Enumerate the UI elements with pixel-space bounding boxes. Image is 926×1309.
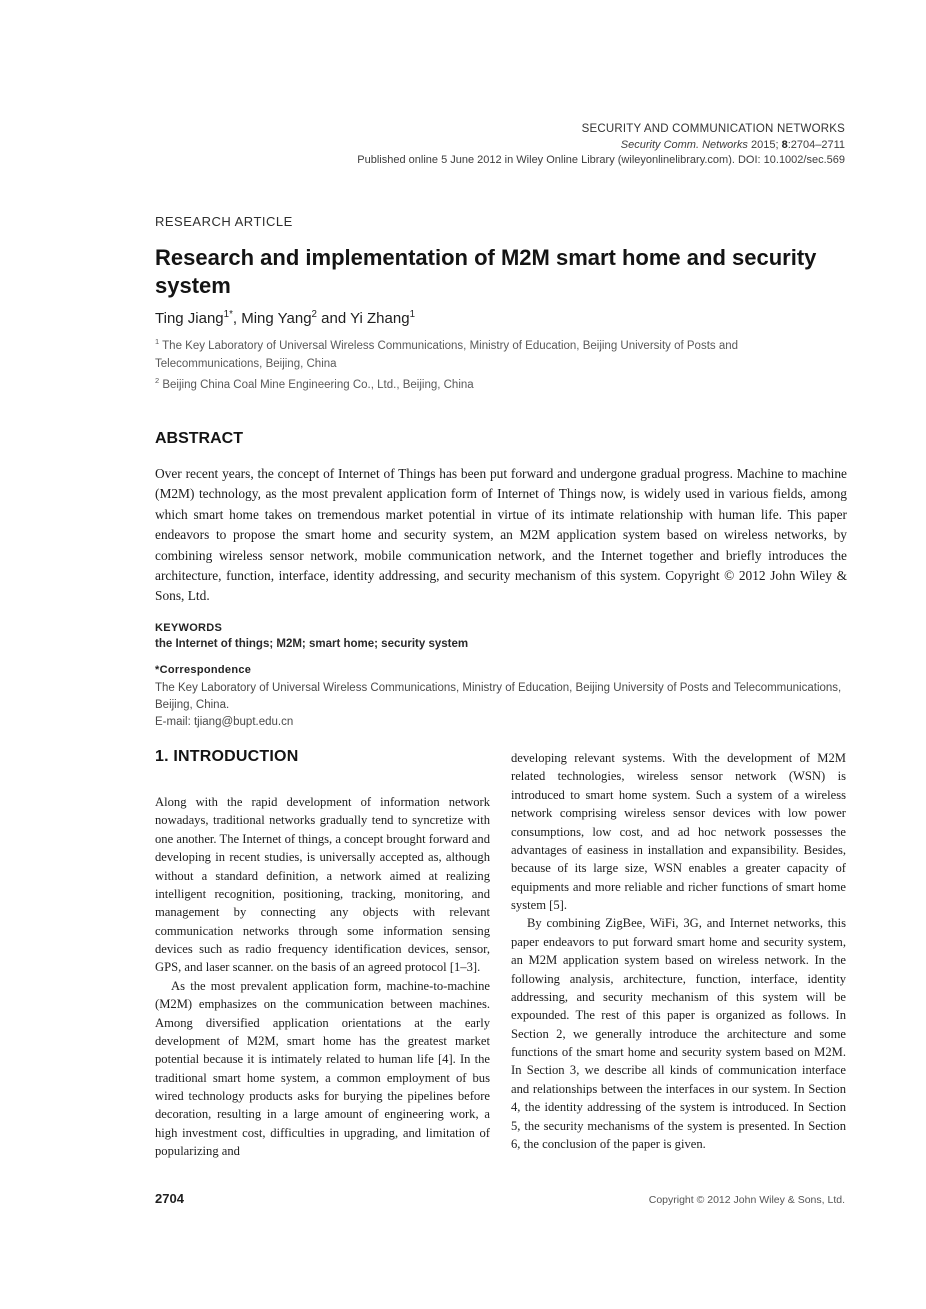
abstract-section xyxy=(155,430,847,728)
citation-line xyxy=(357,138,845,154)
page-footer xyxy=(155,1191,845,1206)
author-name: and Yi Zhang xyxy=(316,310,410,327)
paragraph: As the most prevalent application form, machine-to-machine (M2M) emphasizes on the communication between machines. Among diversified application orientations at the early development of M2M, smart home has the greatest market potential because it is intimately related to human life [4]. In the traditional smart home system, a common employment of bus wired technology products asks for burying the pipelines before decoration, resulting in a large amount of engineering work, a high investment cost, difficulties in upgrading, and limitation of popularizing and xyxy=(155,978,490,1159)
article-type-label: RESEARCH ARTICLE xyxy=(155,214,293,229)
author-superscript: 1* xyxy=(223,309,233,320)
introduction-heading: 1. INTRODUCTION xyxy=(155,748,299,765)
affiliation-line xyxy=(155,376,847,394)
affiliation-text: The Key Laboratory of Universal Wireless Communications, Ministry of Education, Beijing University of Posts and Telecommunications, Beijing, China xyxy=(155,340,739,371)
keywords-text: the Internet of things; M2M; smart home; security system xyxy=(155,637,469,650)
introduction-right-column xyxy=(511,748,846,1161)
affiliation-line xyxy=(155,337,847,374)
citation-pages: :2704–2711 xyxy=(787,138,845,151)
citation-journal: Security Comm. Networks xyxy=(620,138,748,151)
correspondence-text: The Key Laboratory of Universal Wireless Communications, Ministry of Education, Beijing University of Posts and Telecommunications, Beijing, China. xyxy=(155,681,842,711)
author-name: , Ming Yang xyxy=(232,310,312,327)
copyright-notice: Copyright © 2012 John Wiley & Sons, Ltd. xyxy=(648,1194,845,1206)
published-doi-line: Published online 5 June 2012 in Wiley Online Library (wileyonlinelibrary.com). DOI: 10.1002/sec.569 xyxy=(357,154,845,166)
affiliation-text: Beijing China Coal Mine Engineering Co., Ltd., Beijing, China xyxy=(159,378,474,391)
affiliations xyxy=(155,337,847,396)
journal-header xyxy=(357,122,845,169)
authors-line xyxy=(155,310,415,327)
introduction-left-column xyxy=(155,748,490,1161)
paragraph: Along with the rapid development of information network nowadays, traditional networks gradually tend to syncretize with one another. The Internet of things, a concept brought forward and developing in recent studies, is universally accepted as, although without a standard definition, a network aimed at realizing intelligent recognition, positioning, tracking, monitoring, and management by connecting any objects with relevant communication networks through some information sensing devices such as radio frequency identification devices, sensor, GPS, and laser scanner. on the basis of an agreed protocol [1–3]. xyxy=(155,795,490,975)
introduction-section xyxy=(155,748,847,1161)
page-number: 2704 xyxy=(155,1191,184,1206)
author-superscript: 2 xyxy=(311,309,317,320)
journal-name: SECURITY AND COMMUNICATION NETWORKS xyxy=(581,123,845,135)
correspondence-email: E-mail: tjiang@bupt.edu.cn xyxy=(155,716,294,729)
abstract-text: Over recent years, the concept of Internet of Things has been put forward and undergone gradual progress. Machine to machine (M2M) technology, as the most prevalent application form of Internet of Things now, is widely used in various fields, among which smart home takes on tremendous market potential in virtue of its intimate relationship with human life. This paper endeavors to propose the smart home and security system, an M2M application system based on wireless networks, by combining wireless sensor network, mobile communication network, and the Internet together and briefly introduces the architecture, function, interface, identity addressing, and security mechanism of this system. Copyright © 2012 John Wiley & Sons, Ltd. xyxy=(155,466,847,604)
citation-year: 2015; xyxy=(747,138,782,151)
affiliation-superscript: 2 xyxy=(155,375,160,385)
author-name: Ting Jiang xyxy=(155,310,224,327)
author-superscript: 1 xyxy=(409,309,415,320)
correspondence-heading: *Correspondence xyxy=(155,663,252,676)
affiliation-superscript: 1 xyxy=(155,337,160,347)
article-title: Research and implementation of M2M smart home and security system xyxy=(155,245,817,299)
keywords-heading: KEYWORDS xyxy=(155,621,223,634)
paragraph: By combining ZigBee, WiFi, 3G, and Internet networks, this paper endeavors to put forward smart home and security system, an M2M application system based on wireless network. In the following analysis, architecture, function, interface, identity addressing, and security mechanism of this system will be expounded. The rest of this paper is organized as follows. In Section 2, we generally introduce the architecture and some functions of the smart home and security system based on M2M. In Section 3, we describe all kinds of communication interface and relationships between the interfaces in our system. In Section 4, the identity addressing of the system is introduced. In Section 5, the security mechanisms of the system is presented. In Section 6, the conclusion of the paper is given. xyxy=(511,916,846,1151)
abstract-heading: ABSTRACT xyxy=(155,430,243,447)
citation-volume: 8 xyxy=(781,138,788,151)
paragraph: developing relevant systems. With the development of M2M related technologies, wireless sensor network (WSN) is introduced to smart home system. Such a system of a wireless network comprising wireless sensor devices with low power consumptions, low cost, and ad hoc network possesses the advantages of easiness in installation and expansibility. Besides, because of its large size, WSN enables a greater capacity of equipments and more reliable and richer functions of smart home system [5]. xyxy=(511,751,846,912)
